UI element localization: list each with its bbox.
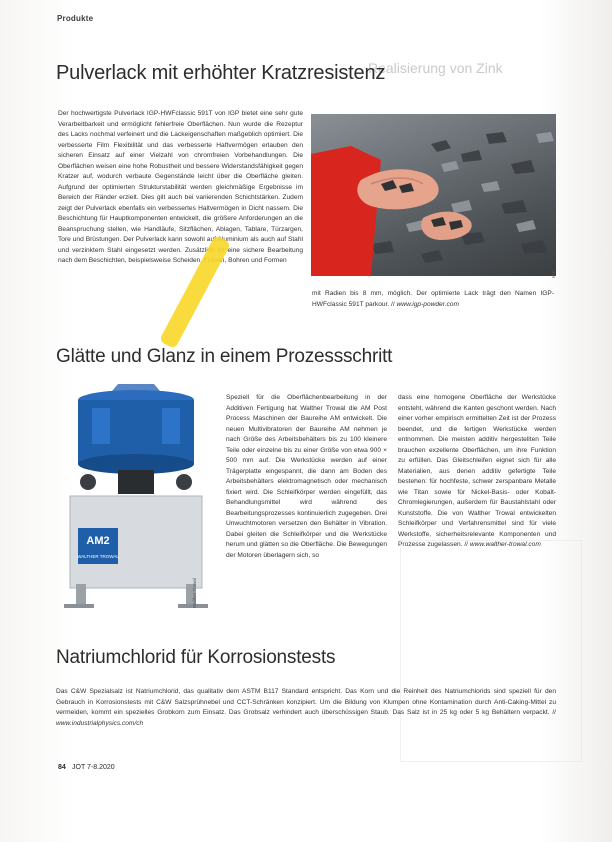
section-label: Produkte bbox=[57, 14, 94, 23]
article1-body-right-text: mit Radien bis 8 mm, möglich. Der optimierte Lack trägt den Namen IGP-HWFclassic 591T parkour. // bbox=[312, 290, 554, 308]
article1-body-right bbox=[312, 289, 554, 310]
article3-body bbox=[56, 687, 556, 729]
powder-hands-photo bbox=[311, 114, 556, 276]
article3-url[interactable]: www.industrialphysics.com/ch bbox=[56, 719, 144, 727]
issue-label: JOT 7-8.2020 bbox=[72, 764, 115, 771]
article1-body-left: Der hochwertigste Pulverlack IGP-HWFclassic 591T von IGP bietet eine sehr gute Verarbeitbarkeit und ermöglicht fehlerfreie Oberflächen. Nun wurde die Rezeptur des Lacks nochmal verfeinert und die Lackeigenschaften maßgeblich optimiert. Die verbesserte Film Flexibilität und das verbesserte Haftvermögen erlauben den sicheren Einsatz auf einer Vielzahl von chromfreien Vorbehandlungen. Die Oberflächen weisen eine hohe Robustheit und bessere Widerstandsfähigkeit gegen Kratzer auf, wodurch verbaute Gegenstände leicht über die Oberfläche gleiten. Aufgrund der optimierten Strukturstabilität werden gleichmäßige Ergebnisse im Bereich der Ränder erzielt. Dies gilt auch bei variierenden Schichtstärken. Zudem zeigt der Pulverlack ebenfalls ein verbessertes Haltvermögen in Dicht nassem. Die Beschichtung für Hauptkomponenten entwickelt, die größere Anforderungen an die Beanspruchung stellen, wie Handläufe, Sitzflächen, Ablagen, Tablare, Türzargen, Tore und Brüstungen. Der Pulverlack kann sowohl auf Aluminium als auch auf Stahl und verzinktem Stahl eingesetzt werden. Zusätzlich ist eine sichere Bearbeitung nach dem Beschichten, beispielsweise Scheiden, Fräsen, Bohren und Formen bbox=[58, 110, 303, 264]
machine-badge-model: AM2 bbox=[86, 535, 110, 547]
article2-body-mid: Speziell für die Oberflächenbearbeitung in der Additiven Fertigung hat Walther Trowal die AM Post Process Maschinen der Baureihe AM entwickelt. Die neuen Multivibratoren der Baureihe AM nehmen je nach Größe des Arbeitsbehälters bis zu 100 kleinere Teile oder einzelne bis zu einer Größe von etwa 900 × 500 mm auf. Die Werkstücke werden auf einer Trägerplatte eingespannt, die dann am Boden des Arbeitsbehälters elektromagnetisch oder mechanisch fixiert wird. Die Schleifkörper werden eingefüllt, das Behandlungsmittel wird während des Bearbeitungsprozesses kontinuierlich zugegeben. Drei Unwuchtmotoren versetzen den Behälter in Vibration. Dabei gleiten die Schleifkörper und die Werkstücke herum und glätten so die Oberfläche. Die Bewegungen der Motoren überlagern sich, so bbox=[226, 394, 387, 559]
powder-photo-drawing bbox=[311, 114, 556, 276]
article1-photo-credit: IGP bbox=[551, 270, 556, 278]
article2-body-right-text: dass eine homogene Oberfläche der Werkstücke entsteht, während die Kanten geschont werden. Nach einer vorher empirisch ermittelten Zeit ist der Prozess beendet, und die fertigen Werkstücke werden entnommen. Die meisten additiv hergestellten Teile brauchen exzellente Oberflächen, um ihre Funktion zu erfüllen. Das Gleitschleifen eignet sich für alle Materialien, aus denen additiv gefertigte Teile bestehen: für hochfeste, schwer zerspanbare Metalle wie Titan sowie für Nickel-Basis- oder Kobalt-Chromlegierungen, außerdem für Baustahlstahl oder Kunststoffe. Die von Walther Trowal entwickelten Schleifkörper und Verfahrensmittel sind für viele Werkstoffe, sicherheitsrelevante Komponenten und Prozesse zugelassen. // bbox=[398, 394, 556, 548]
bleed-through-text: Realisierung von Zink bbox=[368, 60, 503, 76]
article2-title: Glätte und Glanz in einem Prozessschritt bbox=[56, 346, 393, 367]
page-number: 84 bbox=[58, 764, 66, 771]
article2-url[interactable]: www.walther-trowal.com bbox=[469, 541, 541, 548]
machine-badge-brand: WALTHER TROWAL bbox=[77, 554, 119, 559]
article1-title: Pulverlack mit erhöhter Kratzresistenz bbox=[56, 62, 386, 84]
article1-url[interactable]: www.igp-powder.com bbox=[396, 300, 459, 308]
article2-photo-credit: Walther Trowal bbox=[192, 578, 197, 608]
article3-title: Natriumchlorid für Korrosionstests bbox=[56, 647, 336, 668]
article3-body-text: Das C&W Spezialsalz ist Natriumchlorid, das qualitativ dem ASTM B117 Standard entspricht. Das Korn und die Reinheit des Natriumchlorids sind speziell für den Gebrauch in Korrosionstests mit C&W Salzsprühnebel und CCT-Schränken konzipiert. Um die Bildung von Klumpen ohne Kontamination durch Anti-Caking-Mittel zu vermeiden, kommt ein spezielles Grobkorn zum Einsatz. Das Grobsalz verhindert auch überschüssigen Staub. Das Salz ist in 25 kg oder 5 kg Behältern verpackt. // bbox=[56, 688, 556, 716]
